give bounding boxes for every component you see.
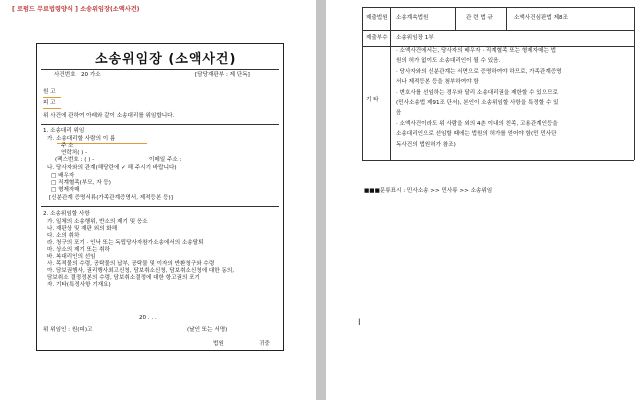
document-page-right <box>326 0 640 400</box>
delegation-item: 나. 재판상 및 재판 외의 화해 <box>47 226 118 232</box>
option-sibling[interactable]: □ 형제자매 <box>51 187 80 193</box>
section2-heading: 2. 소송위임할 사항 <box>43 211 90 217</box>
note-line: · 변호사를 선임하는 경우와 달리 소송대리권을 제한할 수 있으므로 <box>396 90 558 96</box>
court-label: 법원 <box>213 341 224 347</box>
intro-text: 위 사건에 관하여 아래와 같이 소송대리를 위임합니다. <box>43 113 175 119</box>
note-line: 독사건의 법원허가 참조) <box>396 142 456 148</box>
delegation-item: 자. 기타(특정사항 기재요) <box>47 282 111 288</box>
option-spouse[interactable]: □ 배우자 <box>51 173 75 179</box>
agent-name-field: 가. 소송대리할 사람의 이 름 <box>47 136 116 142</box>
agent-email-field: 이메일 주소 : <box>149 157 182 163</box>
note-line: · 당사자와의 신분관계는 서면으로 증명하여야 하므로, 가족관계증명 <box>396 69 562 75</box>
document-page-left <box>0 0 316 400</box>
copies-row-label: 제출부수 <box>366 35 388 41</box>
court-suffix: 귀중 <box>259 341 270 347</box>
note-line: · 소액사건에서는, 당사자의 배우자 · 직계혈족 또는 형제자매는 법 <box>396 48 557 54</box>
date-field: 20 . . . <box>139 315 157 321</box>
delegation-item: 다. 소의 취하 <box>47 233 80 239</box>
option-lineal[interactable]: □ 직계혈족(부모, 자 등) <box>51 180 111 186</box>
delegation-item: 사. 목적물의 수령, 공탁물의 납부, 공탁물 및 이자의 반환청구와 수령 <box>47 261 215 267</box>
category-breadcrumb: ■■■문류표시 : 민사소송 >> 민사류 >> 소송위임 <box>364 188 493 194</box>
plaintiff-label: 원 고 <box>43 89 56 95</box>
delegation-item: 담보취소 결정정본의 수령, 담보취소결정에 대한 항고권의 포기 <box>47 275 200 281</box>
relationship-prompt: 나. 당사자와의 관계(해당란에 ✓ 해 주시기 바랍니다) <box>47 165 177 171</box>
case-number-label: 사건번호 <box>54 72 76 78</box>
case-number-value: 20 가소 <box>81 72 101 78</box>
form-box <box>36 43 284 351</box>
text-cursor-icon: I <box>358 318 361 328</box>
division-field: [담당재판부 : 제 단독] <box>195 72 250 78</box>
delegation-item: 라. 청구의 포기 · 인낙 또는 독립당사자참가소송에서의 소송탈퇴 <box>47 240 204 246</box>
note-line: · 소액사건이라도 위 사람을 외의 4촌 이내의 친족, 고용관계인등을 <box>396 121 558 127</box>
delegator-field: 위 위임인 : 원(피)고 <box>43 327 93 333</box>
signature-note: (날인 또는 서명) <box>187 327 228 333</box>
agent-fax-field: (팩스번호 : ( ) - <box>55 157 95 163</box>
agent-phone-field: 연락처( ) - <box>61 150 88 156</box>
relationship-docs: [신분관계 증명서류(가족관계증명서, 제적등본 등)] <box>49 195 173 201</box>
note-line: (민사소송법 제91조 단서), 본인이 소송위임할 사항을 특정할 수 있 <box>396 100 559 106</box>
agent-address-field: 주 소 <box>61 143 74 149</box>
form-title: 소송위임장 (소액사건) <box>95 52 237 67</box>
note-line: 서나 제적등본 등을 첨부하여야 함 <box>396 79 479 85</box>
section1-heading: 1. 소송대리 위임 <box>43 128 85 134</box>
form-header: [ 로펌드 무료법령양식 ] 소송위임장(소액사건) <box>12 6 140 13</box>
court-row-label: 제출법원 <box>366 15 388 21</box>
note-line: 음 <box>396 110 402 116</box>
law-row-label: 관 련 법 규 <box>466 15 493 21</box>
other-row-label: 기 타 <box>366 97 379 103</box>
delegation-item: 아. 담보권행사, 권리행사최고신청, 담보취소신청, 담보취소신청에 대한 동의, <box>47 268 235 274</box>
court-row-value: 소송계속법원 <box>396 15 429 21</box>
copies-row-value: 소송위임장 1부 <box>396 35 434 41</box>
law-row-value: 소액사건심판법 제8조 <box>514 15 568 21</box>
delegation-item: 바. 복대리인의 선임 <box>47 254 96 260</box>
defendant-label: 피 고 <box>43 100 56 106</box>
delegation-item: 가. 일체의 소송행위, 반소의 제기 및 응소 <box>47 219 148 225</box>
note-line: 원의 허가 없이도 소송대리인이 될 수 있음. <box>396 58 501 64</box>
delegation-item: 마. 상소의 제기 또는 취하 <box>47 247 110 253</box>
note-line: 소송대리인으로 선임할 때에는 법원의 허가를 얻어야 함(민 민사단 <box>396 131 557 137</box>
